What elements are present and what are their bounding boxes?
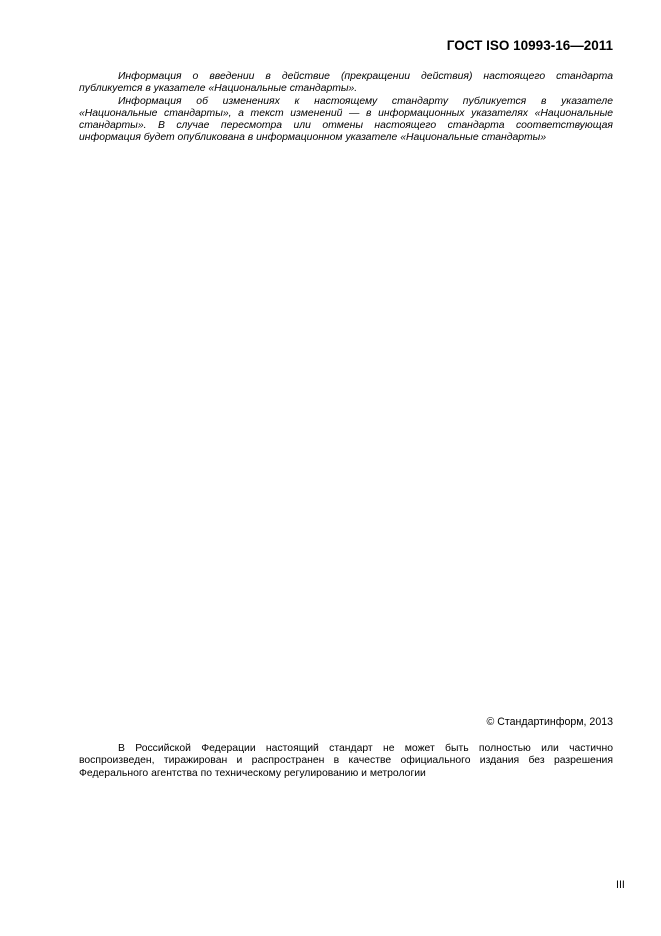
text-line: «Национальные стандарты», а текст изменений — в информационных указателях «Национальные (79, 107, 613, 119)
publication-info (79, 71, 613, 145)
text-line: стандарты». В случае пересмотра или отмены настоящего стандарта соответствующая (79, 120, 613, 132)
text-line: публикуется в указателе «Национальные стандарты». (79, 83, 358, 95)
text-line: Информация об изменениях к настоящему стандарту публикуется в указателе (118, 95, 613, 107)
text-line: Информация о введении в действие (прекращении действия) настоящего стандарта (118, 71, 613, 82)
text-line: воспроизведен, тиражирован и распространен в качестве официального издания без разрешения (79, 755, 613, 767)
document-number-header: ГОСТ ISO 10993-16—2011 (446, 38, 613, 53)
copyright: © Стандартинформ, 2013 (486, 716, 613, 728)
reproduction-notice (79, 743, 613, 780)
text-line: информация будет опубликована в информационном указателе «Национальные стандарты» (79, 132, 547, 144)
text-line: Федерального агентства по техническому регулированию и метрологии (79, 767, 426, 779)
text-line: В Российской Федерации настоящий стандарт не может быть полностью или частично (118, 743, 613, 754)
page-number: III (616, 879, 625, 891)
